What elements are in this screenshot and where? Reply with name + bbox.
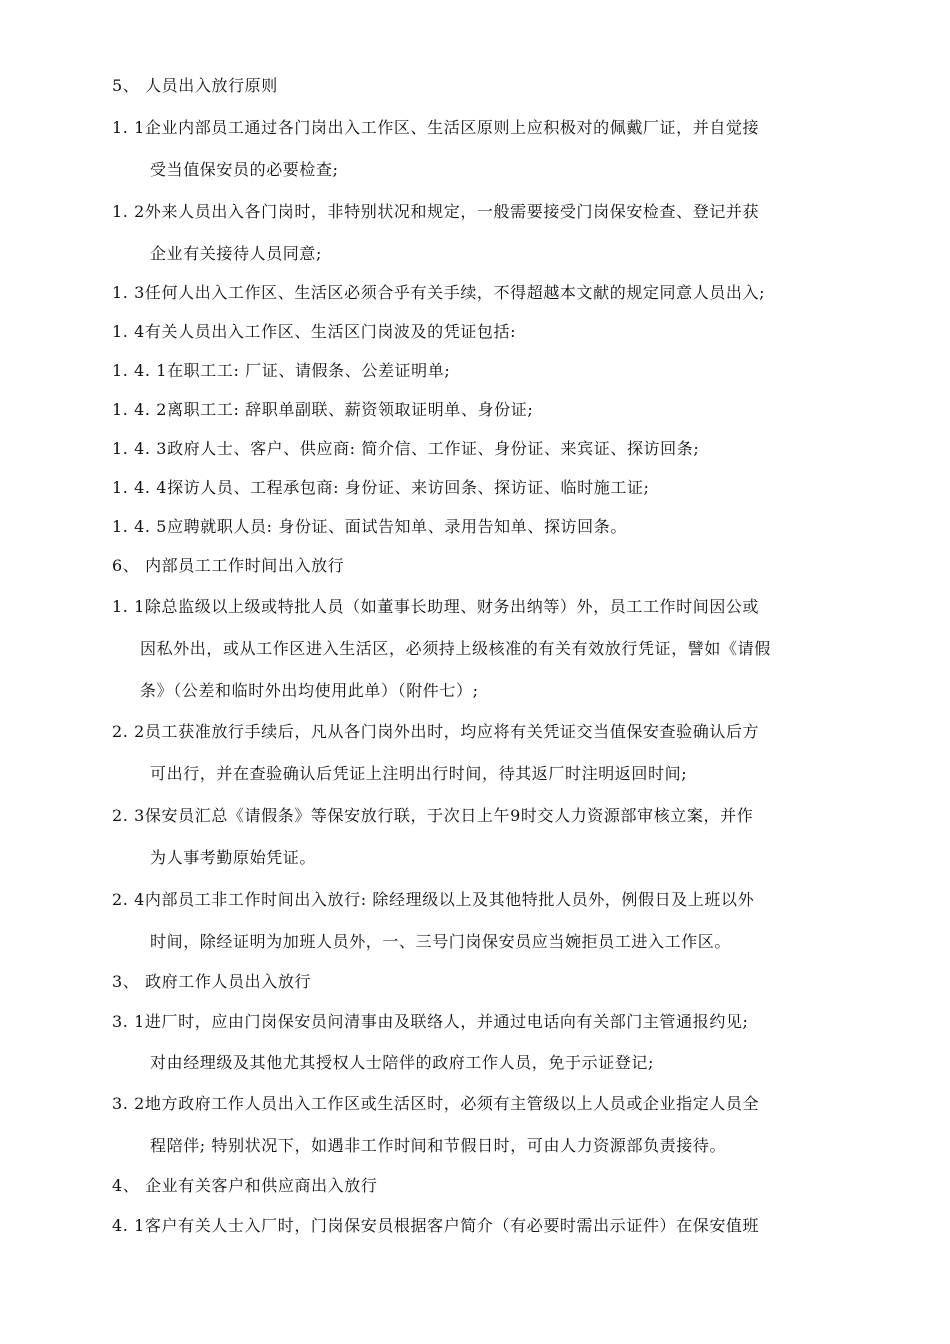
section-heading-6: 6、 内部员工工作时间出入放行 [112, 556, 345, 575]
paragraph-line: 可出行，并在查验确认后凭证上注明出行时间，待其返厂时注明返回时间; [150, 764, 688, 783]
paragraph-line: 程陪伴; 特别状况下，如遇非工作时间和节假日时，可由人力资源部负责接待。 [150, 1136, 727, 1155]
paragraph-line: 1. 4有关人员出入工作区、生活区门岗波及的凭证包括: [112, 322, 517, 341]
paragraph-line: 因私外出，或从工作区进入生活区，必须持上级核准的有关有效放行凭证，譬如《请假 [140, 639, 771, 658]
list-item: 1. 4. 2离职工工: 辞职单副联、薪资领取证明单、身份证; [112, 400, 534, 419]
section-heading-3: 3、 政府工作人员出入放行 [112, 972, 312, 991]
paragraph-line: 条》（公差和临时外出均使用此单）（附件七）; [140, 681, 479, 700]
paragraph-line: 2. 2员工获准放行手续后，凡从各门岗外出时，均应将有关凭证交当值保安查验确认后方 [112, 722, 760, 741]
paragraph-line: 1. 1除总监级以上级或特批人员（如董事长助理、财务出纳等）外，员工工作时间因公或 [112, 597, 760, 616]
paragraph-line: 对由经理级及其他尤其授权人士陪伴的政府工作人员，免于示证登记; [150, 1053, 654, 1072]
list-item: 1. 4. 1在职工工: 厂证、请假条、公差证明单; [112, 361, 451, 380]
paragraph-line: 2. 4内部员工非工作时间出入放行: 除经理级以上及其他特批人员外，例假日及上班以外 [112, 890, 755, 909]
paragraph-line: 3. 1进厂时，应由门岗保安员问清事由及联络人，并通过电话向有关部门主管通报约见; [112, 1012, 749, 1031]
list-item: 1. 4. 4探访人员、工程承包商: 身份证、来访回条、探访证、临时施工证; [112, 478, 650, 497]
paragraph-line: 3. 2地方政府工作人员出入工作区或生活区时，必须有主管级以上人员或企业指定人员全 [112, 1094, 760, 1113]
paragraph-line: 1. 1企业内部员工通过各门岗出入工作区、生活区原则上应积极对的佩戴厂证，并自觉接 [112, 118, 760, 137]
list-item: 1. 4. 3政府人士、客户、供应商: 简介信、工作证、身份证、来宾证、探访回条; [112, 439, 700, 458]
paragraph-line: 1. 2外来人员出入各门岗时，非特别状况和规定，一般需要接受门岗保安检查、登记并获 [112, 202, 760, 221]
section-heading-4: 4、 企业有关客户和供应商出入放行 [112, 1176, 378, 1195]
paragraph-line: 为人事考勤原始凭证。 [150, 848, 317, 867]
section-heading-5: 5、 人员出入放行原则 [112, 76, 278, 95]
paragraph-line: 受当值保安员的必要检查; [150, 160, 339, 179]
paragraph-line: 4. 1客户有关人士入厂时，门岗保安员根据客户简介（有必要时需出示证件）在保安值班 [112, 1216, 760, 1235]
paragraph-line: 1. 3任何人出入工作区、生活区必须合乎有关手续，不得超越本文献的规定同意人员出入; [112, 283, 766, 302]
paragraph-line: 企业有关接待人员同意; [150, 244, 322, 263]
list-item: 1. 4. 5应聘就职人员: 身份证、面试告知单、录用告知单、探访回条。 [112, 517, 627, 536]
paragraph-line: 2. 3保安员汇总《请假条》等保安放行联，于次日上午9时交人力资源部审核立案，并作 [112, 806, 754, 825]
paragraph-line: 时间，除经证明为加班人员外，一、三号门岗保安员应当婉拒员工进入工作区。 [150, 932, 732, 951]
